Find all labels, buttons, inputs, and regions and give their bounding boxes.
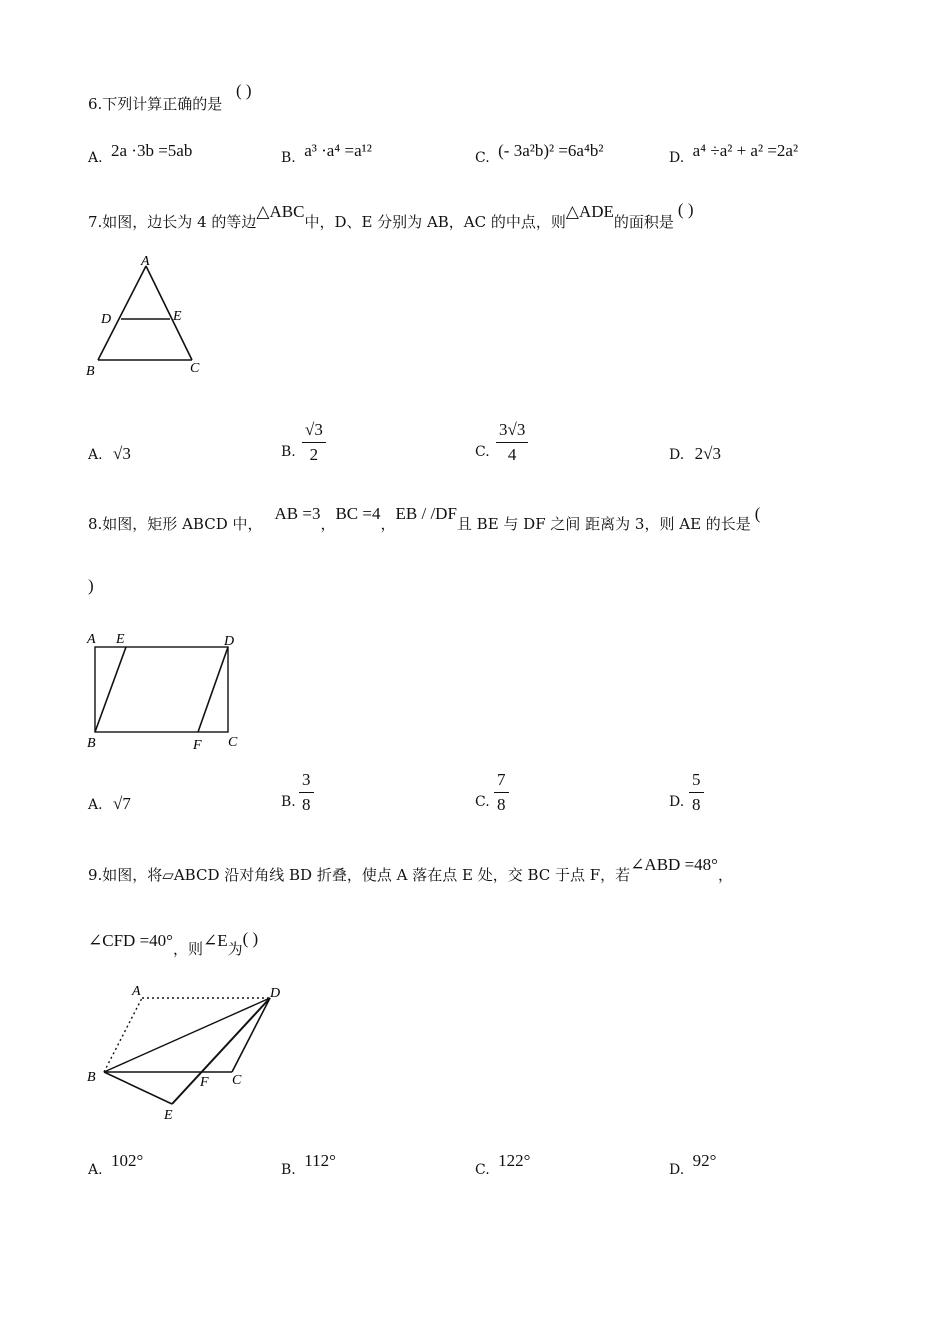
q7-triangle-ade: △ADE [565,202,614,221]
option-letter: A. [88,447,103,463]
option-expr: 2a ·3b =5ab [111,141,193,160]
q9-stem-c: 为 [227,940,243,958]
q7-stem-a: 7.如图，边长为 4 的等边 [88,213,257,231]
q8-rectangle-figure [80,628,250,758]
q8-option-d-fraction [689,770,704,815]
q9-comma: ， [717,866,733,884]
q8-option-c[interactable] [475,794,490,810]
option-letter: C. [475,1162,490,1178]
q6-option-b[interactable] [281,141,372,167]
q6-paren: ( ) [236,81,252,100]
numerator: √3 [305,420,323,439]
q8-cond-ab: AB =3 [274,504,321,523]
option-letter: D. [669,794,685,810]
option-expr: a³ ·a⁴ =a¹² [304,141,372,160]
option-expr: a⁴ ÷a² + a² =2a² [692,141,799,160]
label-b: B [86,364,95,379]
q9-fold-figure [80,980,300,1120]
denominator: 2 [309,445,319,464]
label-c: C [228,735,238,750]
q8-option-d[interactable] [669,794,684,810]
label-a: A [141,254,150,269]
label-b: B [87,736,96,751]
q8-cond-parallel: EB / /DF [395,504,457,523]
q6-option-a[interactable] [88,141,193,167]
q8-stem-b: 且 BE 与 DF 之间 距离为 3，则 AE 的长是 [456,515,751,533]
label-d: D [224,634,235,649]
option-letter: D. [669,1162,685,1178]
q7-option-a[interactable] [88,444,131,464]
option-expr: 112° [304,1151,336,1170]
denominator: 8 [497,795,506,814]
option-letter: A. [88,150,103,166]
option-expr: 92° [692,1151,717,1170]
option-expr: √7 [113,794,131,813]
q9-stem-line2 [88,929,259,958]
q6-option-c[interactable] [475,141,604,167]
q8-sep-1: ， [320,515,336,533]
q7-option-c[interactable] [475,444,490,460]
q7-option-b-fraction [302,420,326,465]
q7-option-c-fraction [496,420,528,465]
numerator: 3 [302,770,311,789]
option-letter: A. [88,797,103,813]
q8-sep-2: ， [380,515,396,533]
option-expr: (- 3a²b)² =6a⁴b² [498,141,604,160]
q8-option-b[interactable] [281,794,296,810]
option-expr: √3 [113,444,131,463]
denominator: 8 [302,795,311,814]
q7-option-b[interactable] [281,444,296,460]
option-letter: C. [475,794,490,810]
option-letter: C. [475,444,490,460]
q7-stem [88,200,694,231]
option-expr: 102° [111,1151,144,1170]
q8-option-a[interactable] [88,794,131,814]
q9-angle-e: ∠E [202,931,228,950]
q6-option-d[interactable] [669,141,799,167]
label-e: E [173,309,182,324]
option-letter: B. [281,1162,296,1178]
denominator: 8 [692,795,701,814]
numerator: 3√3 [499,420,526,439]
label-f: F [200,1075,209,1090]
option-expr: 2√3 [694,444,721,463]
q8-cond-bc: BC =4 [335,504,381,523]
option-letter: D. [669,447,685,463]
option-expr: 122° [498,1151,531,1170]
option-letter: B. [281,150,296,166]
label-c: C [190,361,200,376]
q8-paren-close: ) [88,576,94,595]
q8-option-c-fraction [494,770,509,815]
denominator: 4 [507,445,517,464]
q8-paren-open: ( [754,504,761,523]
label-b: B [87,1070,96,1085]
q9-stem-a: 9.如图，将▱ABCD 沿对角线 BD 折叠，使点 A 落在点 E 处，交 BC 于点 F，若 [88,866,631,884]
q9-stem [88,855,733,884]
q7-stem-c: 的面积是 [613,213,674,231]
numerator: 7 [497,770,506,789]
q9-cond-abd: ∠ABD =48° [630,855,718,874]
option-letter: C. [475,150,490,166]
q9-option-c[interactable] [475,1151,531,1179]
label-a: A [87,632,96,647]
label-d: D [101,312,112,327]
option-letter: B. [281,794,296,810]
q7-triangle-figure [80,252,220,382]
q9-cond-cfd: ∠CFD =40° [88,931,173,950]
q7-triangle-abc: △ABC [256,202,305,221]
q9-paren: ( ) [242,929,259,948]
label-a: A [132,984,141,999]
label-e: E [164,1108,173,1120]
q7-paren: ( ) [677,200,694,219]
q9-option-b[interactable] [281,1151,336,1179]
label-d: D [270,986,281,1001]
q9-option-d[interactable] [669,1151,717,1179]
q9-option-a[interactable] [88,1151,144,1179]
q6-stem: 6.下列计算正确的是 [88,95,223,113]
q8-option-b-fraction [299,770,314,815]
numerator: 5 [692,770,701,789]
label-e: E [116,632,125,647]
q7-option-d[interactable] [669,444,721,464]
option-letter: D. [669,150,685,166]
option-letter: A. [88,1162,103,1178]
option-letter: B. [281,444,296,460]
q9-stem-b: ，则 [172,940,203,958]
q8-stem-a: 8.如图，矩形 ABCD 中， [88,515,263,533]
label-c: C [232,1073,242,1088]
q8-stem [88,504,761,533]
label-f: F [193,738,202,753]
q7-stem-b: 中，D、E 分别为 AB，AC 的中点，则 [304,213,566,231]
